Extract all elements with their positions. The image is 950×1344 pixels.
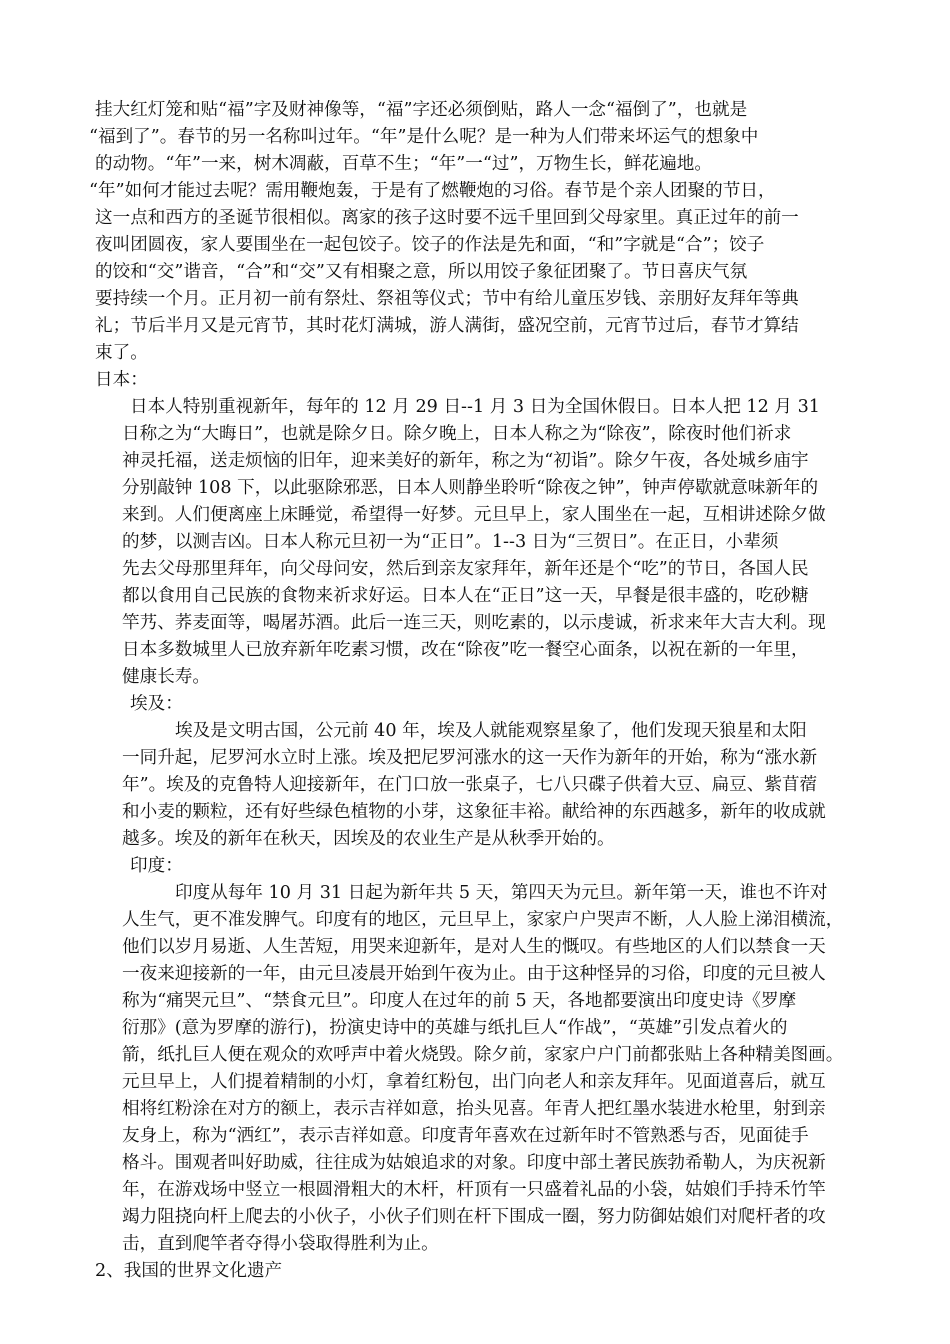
text-line: 相将红粉涂在对方的额上，表示吉祥如意，抬头见喜。年青人把红墨水装进水枪里，射到亲	[122, 1099, 826, 1119]
text-line: 一夜来迎接新的一年，由元旦凌晨开始到午夜为止。由于这种怪异的习俗，印度的元旦被人	[122, 964, 826, 984]
text-line: 要持续一个月。正月初一前有祭灶、祭祖等仪式；节中有给儿童压岁钱、亲朋好友拜年等典	[95, 289, 799, 309]
text-line: 束了。	[95, 343, 148, 363]
text-line: 分别敲钟 108 下，以此驱除邪恶，日本人则静坐聆听“除夜之钟”，钟声停歇就意味新年的	[122, 478, 819, 498]
text-line: “福到了”。春节的另一名称叫过年。“年”是什么呢？是一种为人们带来坏运气的想象中	[89, 127, 759, 147]
text-line: 神灵托福，送走烦恼的旧年，迎来美好的新年，称之为“初诣”。除夕午夜，各处城乡庙宇	[122, 451, 809, 471]
text-line: 印度从每年 10 月 31 日起为新年共 5 天，第四天为元旦。新年第一天，谁也不许对	[175, 883, 828, 903]
section-heading-india: 印度：	[130, 856, 183, 876]
text-line: 夜叫团圆夜，家人要围坐在一起包饺子。饺子的作法是先和面，“和”字就是“合”；饺子	[95, 235, 765, 255]
text-line: 日称之为“大晦日”，也就是除夕日。除夕晚上，日本人称之为“除夜”，除夜时他们祈求	[122, 424, 792, 444]
text-line: 健康长寿。	[122, 667, 210, 687]
text-line: 和小麦的颗粒，还有好些绿色植物的小芽，这象征丰裕。献给神的东西越多，新年的收成就	[122, 802, 826, 822]
text-line: 都以食用自己民族的食物来祈求好运。日本人在“正日”这一天，早餐是很丰盛的，吃砂糖	[122, 586, 809, 606]
text-line: 的饺和“交”谐音，“合”和“交”又有相聚之意，所以用饺子象征团聚了。节日喜庆气氛	[95, 262, 748, 282]
text-line: 一同升起，尼罗河水立时上涨。埃及把尼罗河涨水的这一天作为新年的开始，称为“涨水新	[122, 748, 818, 768]
text-line: 礼；节后半月又是元宵节，其时花灯满城，游人满街，盛况空前，元宵节过后，春节才算结	[95, 316, 799, 336]
text-line: 他们以岁月易逝、人生苦短，用哭来迎新年，是对人生的慨叹。有些地区的人们以禁食一天	[122, 937, 826, 957]
text-line: 年”。埃及的克鲁特人迎接新年，在门口放一张桌子，七八只碟子供着大豆、扁豆、紫苜蓿	[122, 775, 818, 795]
text-line: 称为“痛哭元旦”、“禁食元旦”。印度人在过年的前 5 天，各地都要演出印度史诗《罗摩	[122, 991, 797, 1011]
text-line: 这一点和西方的圣诞节很相似。离家的孩子这时要不远千里回到父母家里。真正过年的前一	[95, 208, 799, 228]
text-line: 击，直到爬竿者夺得小袋取得胜利为止。	[122, 1234, 439, 1254]
text-line: 的梦，以测吉凶。日本人称元旦初一为“正日”。1--3 日为“三贺日”。在正日，小辈须	[122, 532, 779, 552]
text-line: 元旦早上，人们提着精制的小灯，拿着红粉包，出门向老人和亲友拜年。见面道喜后，就互	[122, 1072, 826, 1092]
text-line: “年”如何才能过去呢？需用鞭炮轰，于是有了燃鞭炮的习俗。春节是个亲人团聚的节日，	[89, 181, 776, 201]
text-line: 箭，纸扎巨人便在观众的欢呼声中着火烧毁。除夕前，家家户户门前都张贴上各种精美图画。	[122, 1045, 844, 1065]
text-line: 友身上，称为“洒红”，表示吉祥如意。印度青年喜欢在过新年时不管熟悉与否，见面徒手	[122, 1126, 809, 1146]
text-line: 先去父母那里拜年，向父母问安，然后到亲友家拜年，新年还是个“吃”的节日，各国人民	[122, 559, 809, 579]
text-line: 挂大红灯笼和贴“福”字及财神像等，“福”字还必须倒贴，路人一念“福倒了”，也就是	[95, 100, 748, 120]
text-line: 来到。人们便离座上床睡觉，希望得一好梦。元旦早上，家人围坐在一起，互相讲述除夕做	[122, 505, 826, 525]
text-line: 格斗。围观者叫好助威，往往成为姑娘追求的对象。印度中部土著民族勃希勒人，为庆祝新	[122, 1153, 826, 1173]
text-line: 人生气，更不准发脾气。印度有的地区，元旦早上，家家户户哭声不断，人人脸上涕泪横流，	[122, 910, 844, 930]
text-line: 衍那》(意为罗摩的游行)，扮演史诗中的英雄与纸扎巨人“作战”，“英雄”引发点着火的	[122, 1018, 788, 1038]
text-line: 年，在游戏场中竖立一根圆滑粗大的木杆，杆顶有一只盛着礼品的小袋，姑娘们手持禾竹竿	[122, 1180, 826, 1200]
section-heading-egypt: 埃及：	[130, 694, 183, 714]
text-line: 日本人特别重视新年，每年的 12 月 29 日--1 月 3 日为全国休假日。日本人把 12 月 31	[130, 397, 820, 417]
text-line: 埃及是文明古国，公元前 40 年，埃及人就能观察星象了，他们发现天狼星和太阳	[175, 721, 807, 741]
text-line: 日本多数城里人已放弃新年吃素习惯，改在“除夜”吃一餐空心面条，以祝在新的一年里，	[122, 640, 809, 660]
text-line: 的动物。“年”一来，树木凋蔽，百草不生；“年”一“过”，万物生长，鲜花遍地。	[95, 154, 712, 174]
section-heading-japan: 日本：	[95, 370, 148, 390]
text-line: 竿艿、荞麦面等，喝屠苏酒。此后一连三天，则吃素的，以示虔诚，祈求来年大吉大利。现	[122, 613, 826, 633]
section-heading-heritage: 2、我国的世界文化遗产	[95, 1261, 283, 1281]
text-line: 竭力阻挠向杆上爬去的小伙子，小伙子们则在杆下围成一圈，努力防御姑娘们对爬杆者的攻	[122, 1207, 826, 1227]
text-line: 越多。埃及的新年在秋天，因埃及的农业生产是从秋季开始的。	[122, 829, 615, 849]
